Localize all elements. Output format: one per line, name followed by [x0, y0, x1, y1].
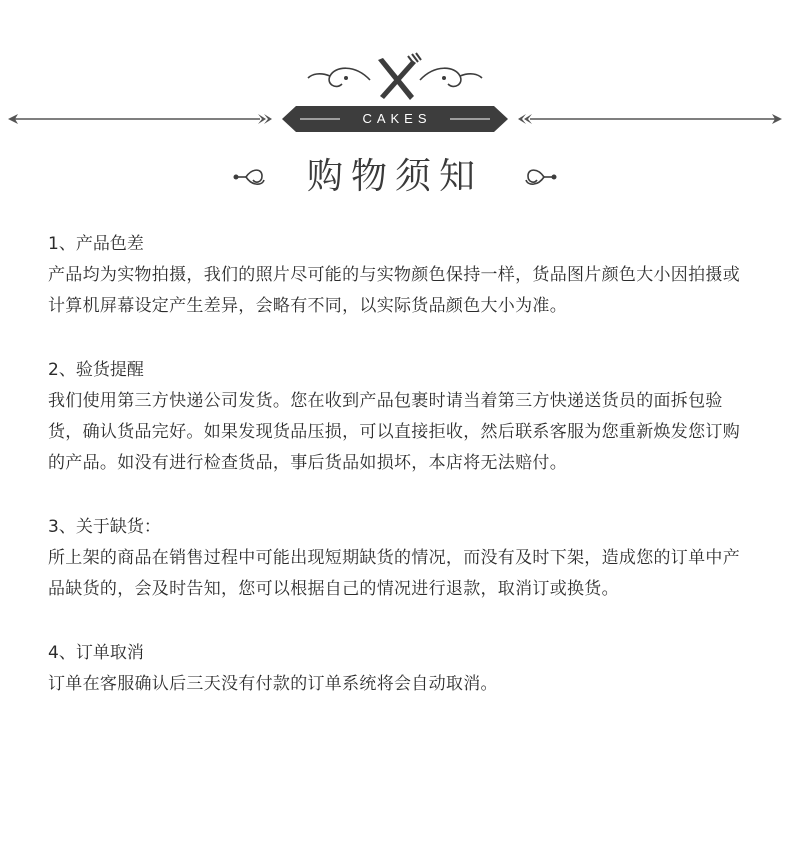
divider-line-left	[8, 114, 272, 124]
divider-line-right	[518, 114, 782, 124]
section-color-difference	[48, 228, 748, 322]
section-body: 我们使用第三方快递公司发货。您在收到产品包裹时请当着第三方快递送货员的面拆包验货，确认货品完好。如果发现货品压损，可以直接拒收，然后联系客服为您重新焕发您订购的产品。如没有进行检查货品，事后货品如损坏，本店将无法赔付。	[48, 391, 740, 473]
notice-content	[48, 228, 748, 732]
section-inspection-reminder	[48, 354, 748, 479]
section-title: 2、验货提醒	[48, 360, 144, 380]
section-title: 3、关于缺货：	[48, 517, 161, 537]
page-title: 购物须知	[306, 156, 483, 197]
flourish-left	[308, 68, 370, 86]
section-title: 1、产品色差	[48, 234, 144, 254]
section-body: 所上架的商品在销售过程中可能出现短期缺货的情况，而没有及时下架，造成您的订单中产品缺货的，会及时告知，您可以根据自己的情况进行退款，取消订或换货。	[48, 548, 740, 599]
knife-fork-icon	[378, 53, 421, 100]
title-ornament-right	[526, 170, 557, 184]
badge-label: CAKES	[362, 111, 432, 126]
section-title: 4、订单取消	[48, 643, 144, 663]
section-body: 产品均为实物拍摄，我们的照片尽可能的与实物颜色保持一样，货品图片颜色大小因拍摄或计算机屏幕设定产生差异，会略有不同，以实际货品颜色大小为准。	[48, 265, 740, 316]
flourish-right	[420, 68, 482, 86]
section-body: 订单在客服确认后三天没有付款的订单系统将会自动取消。	[48, 674, 498, 694]
title-ornament-left	[234, 170, 265, 184]
section-order-cancellation	[48, 637, 748, 700]
section-out-of-stock	[48, 511, 748, 605]
